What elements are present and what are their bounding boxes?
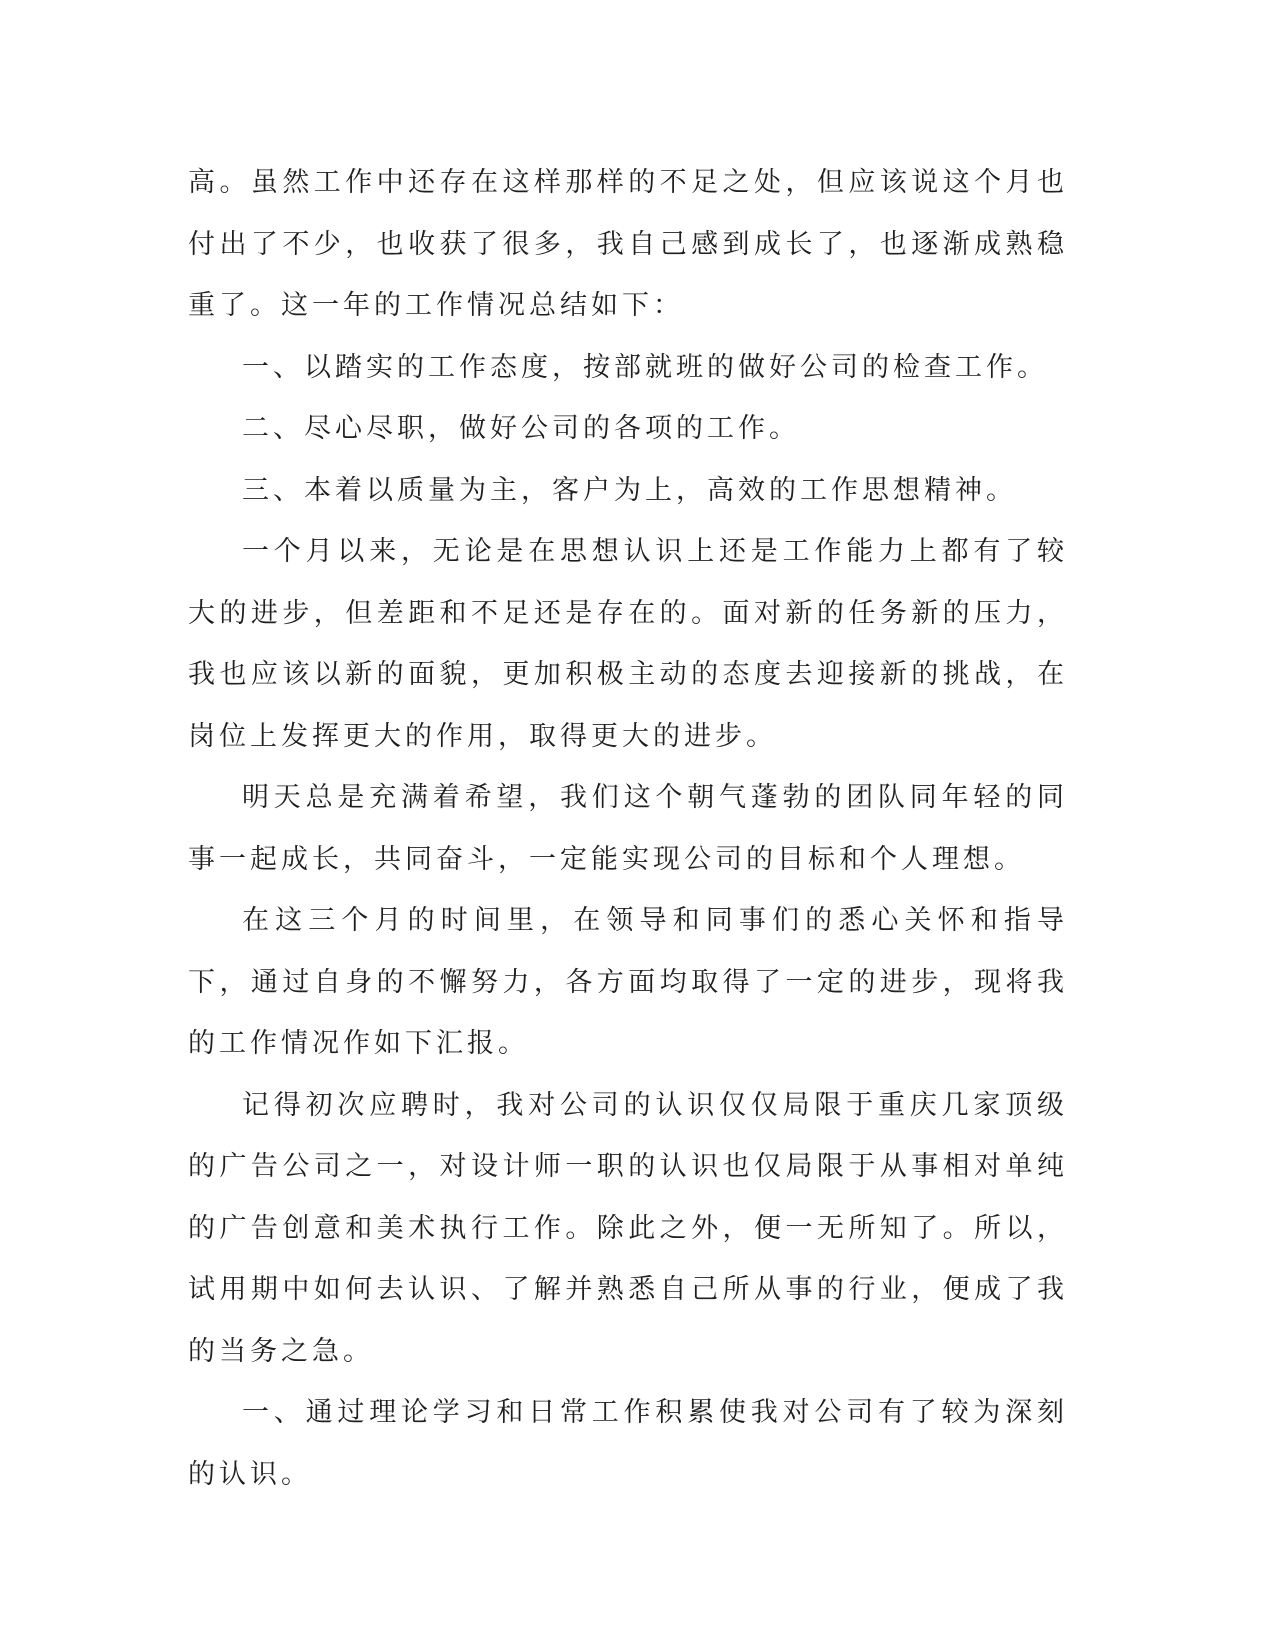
document-body (188, 152, 1068, 1505)
paragraph-5: 一个月以来，无论是在思想认识上还是工作能力上都有了较大的进步，但差距和不足还是存在的。面对新的任务新的压力，我也应该以新的面貌，更加积极主动的态度去迎接新的挑战，在岗位上发挥更大的作用，取得更大的进步。 (188, 536, 1068, 752)
paragraph-8: 记得初次应聘时，我对公司的认识仅仅局限于重庆几家顶级的广告公司之一，对设计师一职的认识也仅局限于从事相对单纯的广告创意和美术执行工作。除此之外，便一无所知了。所以，试用期中如何去认识、了解并熟悉自己所从事的行业，便成了我的当务之急。 (188, 1089, 1068, 1367)
paragraph-9: 一、通过理论学习和日常工作积累使我对公司有了较为深刻的认识。 (188, 1397, 1068, 1490)
paragraph-6: 明天总是充满着希望，我们这个朝气蓬勃的团队同年轻的同事一起成长，共同奋斗，一定能实现公司的目标和个人理想。 (188, 782, 1068, 875)
paragraph-4: 三、本着以质量为主，客户为上，高效的工作思想精神。 (242, 474, 1017, 506)
paragraph-3: 二、尽心尽职，做好公司的各项的工作。 (242, 413, 800, 444)
paragraph-1: 高。虽然工作中还存在这样那样的不足之处，但应该说这个月也付出了不少，也收获了很多，我自己感到成长了，也逐渐成熟稳重了。这一年的工作情况总结如下： (188, 167, 1068, 321)
paragraph-7: 在这三个月的时间里，在领导和同事们的悉心关怀和指导下，通过自身的不懈努力，各方面均取得了一定的进步，现将我的工作情况作如下汇报。 (188, 905, 1068, 1059)
paragraph-2: 一、以踏实的工作态度，按部就班的做好公司的检查工作。 (242, 351, 1048, 383)
